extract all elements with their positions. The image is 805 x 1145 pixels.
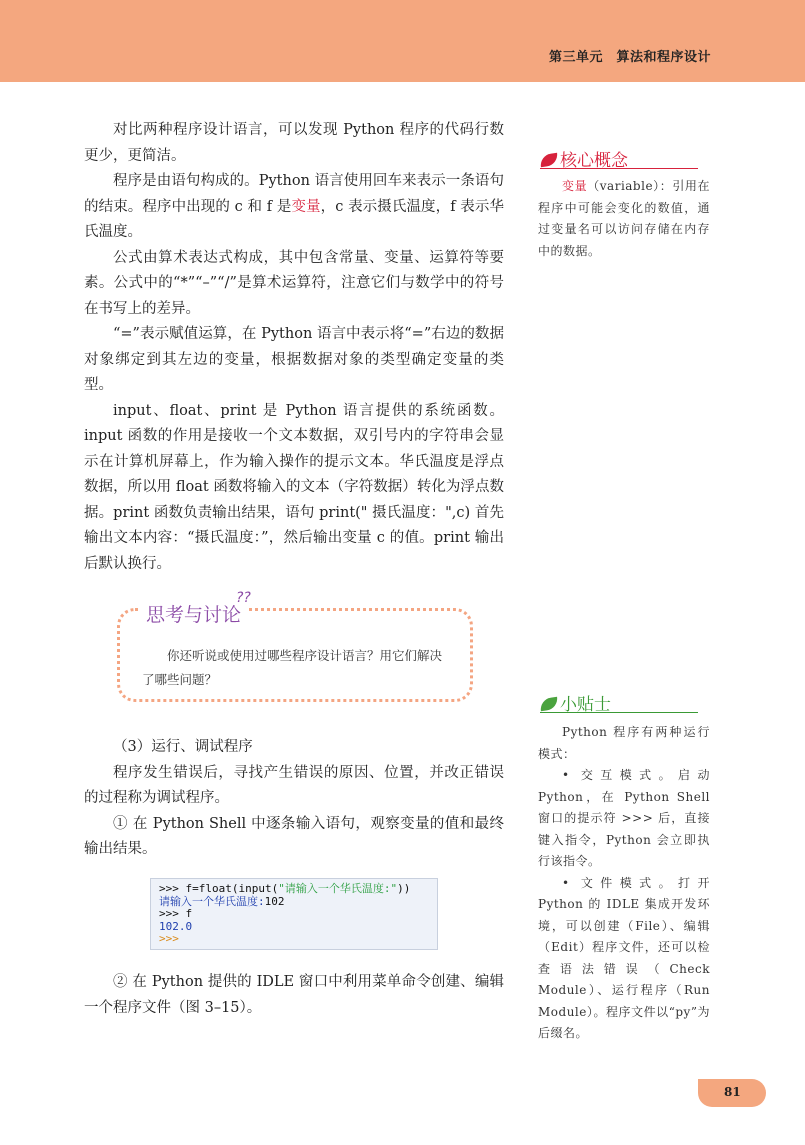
core-concept-definition xyxy=(538,176,710,262)
shell-input-value: 102 xyxy=(264,894,285,908)
discussion-body xyxy=(142,644,454,692)
paragraph-statements-a: 程序是由语句构成的。Python 语言使用回车来表示一条语句的结束。程序中出现的 c 和 f 是 xyxy=(84,173,504,215)
tip-title: 小贴士 xyxy=(560,695,611,715)
core-concept-text xyxy=(538,176,710,262)
paragraph-statements-b: ，c 表示摄氏温度，f 表示华氏温度。 xyxy=(84,198,504,240)
section-heading: （3）运行、调试程序 xyxy=(113,739,253,755)
paragraph-expressions: 公式由算术表达式构成，其中包含常量、变量、运算符等要素。公式中的“*”“–”“/”是算术运算符，注意它们与数学中的符号在书写上的差异。 xyxy=(84,249,504,317)
paragraph-step-one: ① 在 Python Shell 中逐条输入语句，观察变量的值和最终输出结果。 xyxy=(84,815,504,857)
tip-text xyxy=(538,722,710,1045)
core-concept-title: 核心概念 xyxy=(560,151,628,171)
page-number: 81 xyxy=(724,1085,741,1099)
main-text-block xyxy=(84,118,504,577)
shell-line-4: 102.0 xyxy=(159,919,193,933)
shell-line-3: >>> f xyxy=(159,907,193,920)
shell-line-2 xyxy=(159,896,429,909)
concept-description: （variable）：引用在程序中可能会变化的数值，通过变量名可以访问存储在内存中的数据。 xyxy=(538,179,710,258)
shell-line-5: >>> xyxy=(159,932,179,945)
shell-input-prompt: 请输入一个华氏温度: xyxy=(159,894,265,908)
tip-file-mode: • 文件模式。打开 Python 的 IDLE 集成开发环境，可以创建（File）、编辑（Edit）程序文件，还可以检查语法错误（Check Module）、运行程序（Run Module）。程序文件以“py”为后缀名。 xyxy=(538,875,710,1040)
tip-heading xyxy=(540,690,698,713)
python-shell-screenshot xyxy=(150,878,438,950)
shell-string: "请输入一个华氏温度:" xyxy=(278,882,398,895)
keyword-variable: 变量 xyxy=(291,198,321,215)
leaf-icon xyxy=(539,153,558,167)
question-marks-icon: ?? xyxy=(236,590,251,606)
discussion-title: 思考与讨论 xyxy=(140,600,247,627)
tip-intro: Python 程序有两种运行模式： xyxy=(538,725,710,761)
discussion-question: 你还听说或使用过哪些程序设计语言？用它们解决了哪些问题？ xyxy=(142,648,443,687)
step-two-block xyxy=(84,970,504,1021)
tip-interactive-mode: • 交互模式。启动 Python，在 Python Shell 窗口的提示符 >>> 后，直接键入指令，Python 会立即执行该指令。 xyxy=(538,768,710,868)
shell-prompt: >>> f=float(input( xyxy=(159,882,279,895)
unit-title: 第三单元 算法和程序设计 xyxy=(548,50,711,65)
paragraph-step-two: ② 在 Python 提供的 IDLE 窗口中利用菜单命令创建、编辑一个程序文件（图 3–15）。 xyxy=(84,974,504,1016)
paragraph-functions: input、float、print 是 Python 语言提供的系统函数。input 函数的作用是接收一个文本数据，双引号内的字符串会显示在计算机屏幕上，作为输入操作的提示文本。华氏温度是浮点数据，所以用 float 函数将输入的文本（字符数据）转化为浮点数据。print 函数负责输出结果，语句 print(" 摄氏温度：",c) 首先输出文本内容：“摄氏温度：”，然后输出变量 c 的值。print 输出后默认换行。 xyxy=(84,402,504,572)
paragraph-debug: 程序发生错误后，寻找产生错误的原因、位置，并改正错误的过程称为调试程序。 xyxy=(84,764,504,806)
paragraph-assignment: “=”表示赋值运算，在 Python 语言中表示将“=”右边的数据对象绑定到其左边的变量，根据数据对象的类型确定变量的类型。 xyxy=(84,326,504,393)
paragraph-comparison: 对比两种程序设计语言，可以发现 Python 程序的代码行数更少，更简洁。 xyxy=(84,122,504,164)
debug-section xyxy=(84,735,504,863)
concept-term: 变量 xyxy=(562,179,588,193)
paragraph-statements xyxy=(84,169,504,246)
core-concept-heading xyxy=(540,146,698,169)
shell-paren: )) xyxy=(397,882,411,895)
header-band xyxy=(0,0,805,82)
leaf-icon xyxy=(539,697,558,711)
